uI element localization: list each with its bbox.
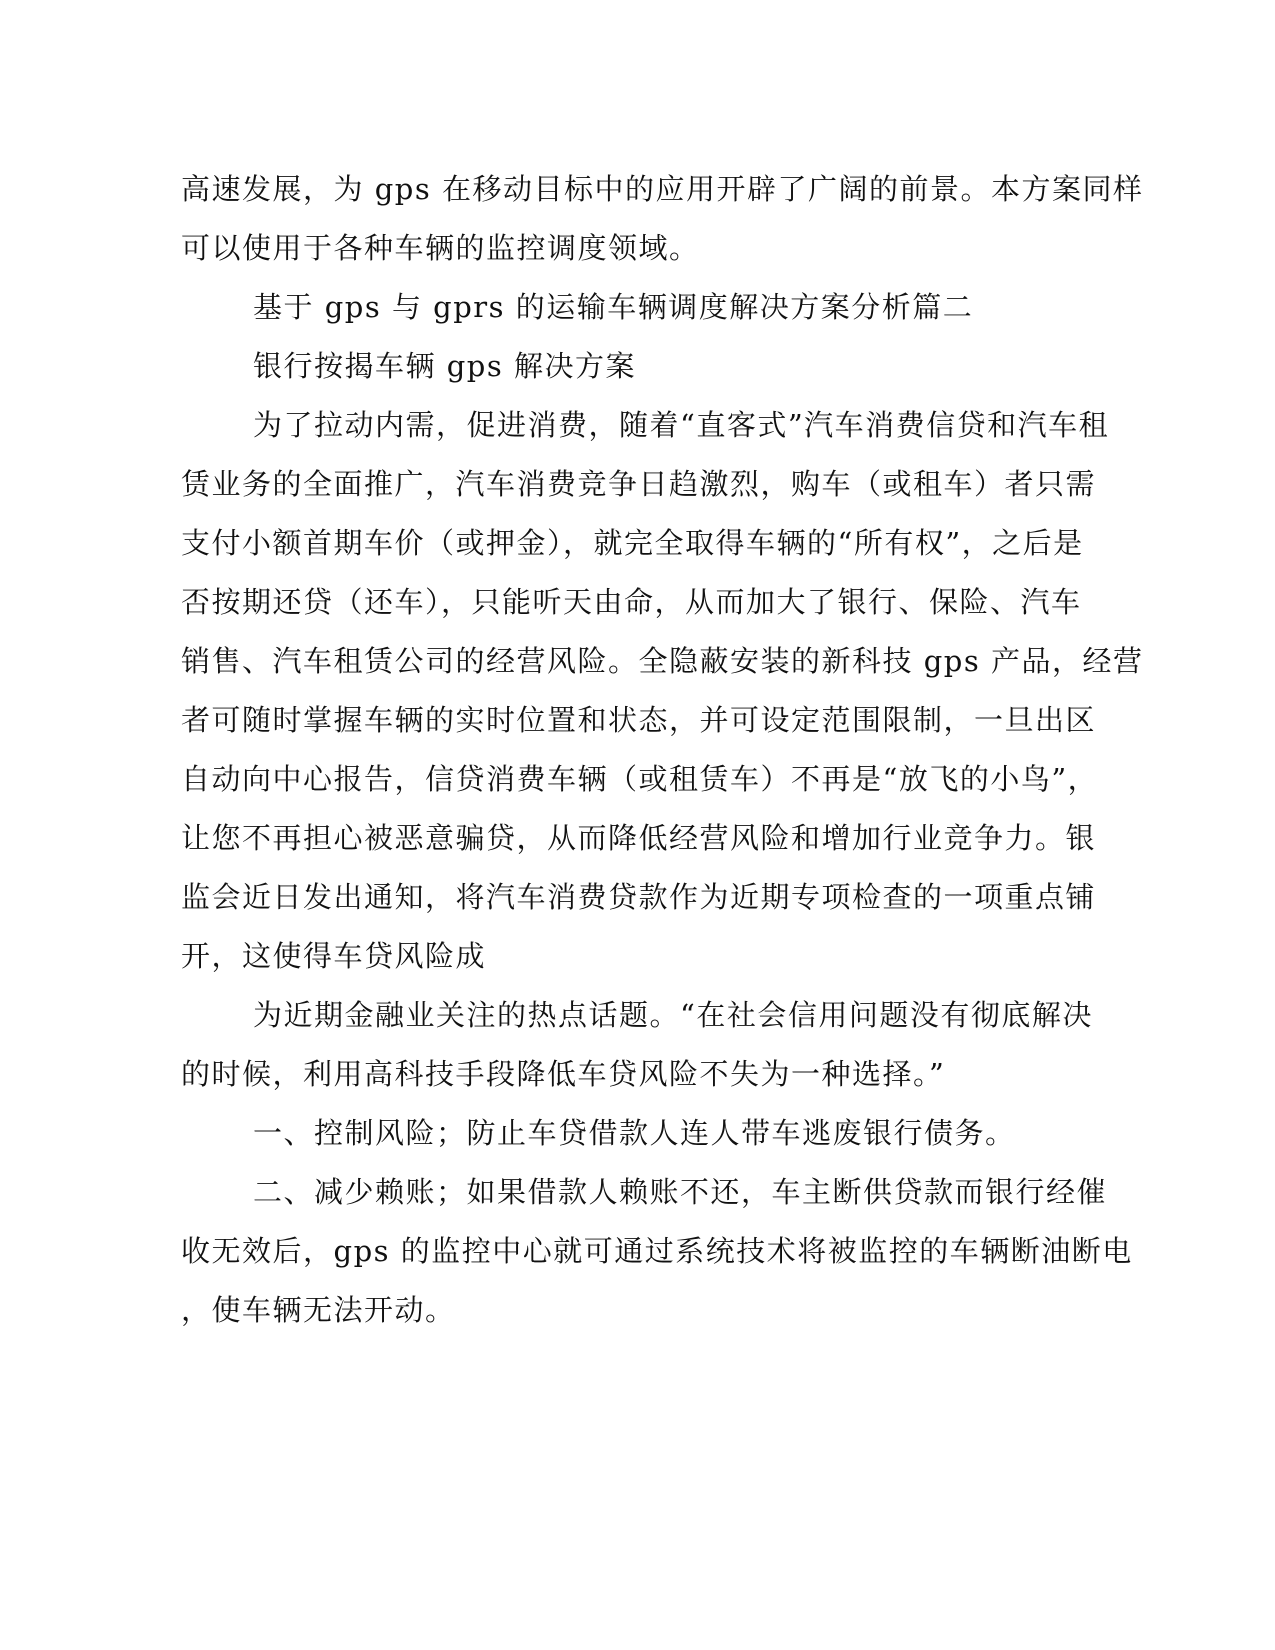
- subtitle: [181, 337, 1041, 396]
- text-line: ，使车辆无法开动。: [181, 1293, 456, 1327]
- paragraph: [181, 1104, 1041, 1163]
- text-line: 销售、汽车租赁公司的经营风险。全隐蔽安装的新科技 gps 产品，经营: [181, 644, 1144, 678]
- text-line: 否按期还贷（还车），只能听天由命，从而加大了银行、保险、汽车: [181, 585, 1082, 619]
- text-line: 监会近日发出通知，将汽车消费贷款作为近期专项检查的一项重点铺: [181, 880, 1097, 914]
- document-body: [181, 160, 1144, 1340]
- paragraph: [181, 986, 1093, 1104]
- paragraph: [181, 396, 1144, 986]
- text-line: 一、控制风险；防止车贷借款人连人带车逃废银行债务。: [253, 1116, 1016, 1150]
- text-line: 的时候，利用高科技手段降低车贷风险不失为一种选择。”: [181, 1057, 946, 1091]
- text-line: 为近期金融业关注的热点话题。“在社会信用问题没有彻底解决: [253, 998, 1093, 1032]
- text-line: 可以使用于各种车辆的监控调度领域。: [181, 231, 700, 265]
- paragraph: [181, 160, 1144, 278]
- text-line: 为了拉动内需，促进消费，随着“直客式”汽车消费信贷和汽车租: [253, 408, 1110, 442]
- text-line: 让您不再担心被恶意骗贷，从而降低经营风险和增加行业竞争力。银: [181, 821, 1097, 855]
- paragraph: [181, 1163, 1133, 1340]
- text-line: 二、减少赖账；如果借款人赖账不还，车主断供贷款而银行经催: [253, 1175, 1108, 1209]
- text-line: 开，这使得车贷风险成: [181, 939, 487, 973]
- text-line: 收无效后，gps 的监控中心就可通过系统技术将被监控的车辆断油断电: [181, 1234, 1133, 1268]
- text-line: 高速发展，为 gps 在移动目标中的应用开辟了广阔的前景。本方案同样: [181, 172, 1144, 206]
- text-line: 银行按揭车辆 gps 解决方案: [253, 349, 636, 383]
- text-line: 自动向中心报告，信贷消费车辆（或租赁车）不再是“放飞的小鸟”，: [181, 762, 1099, 796]
- section-heading: [181, 278, 1041, 337]
- text-line: 基于 gps 与 gprs 的运输车辆调度解决方案分析篇二: [253, 290, 974, 324]
- text-line: 赁业务的全面推广，汽车消费竞争日趋激烈，购车（或租车）者只需: [181, 467, 1097, 501]
- text-line: 支付小额首期车价（或押金），就完全取得车辆的“所有权”，之后是: [181, 526, 1084, 560]
- text-line: 者可随时掌握车辆的实时位置和状态，并可设定范围限制，一旦出区: [181, 703, 1097, 737]
